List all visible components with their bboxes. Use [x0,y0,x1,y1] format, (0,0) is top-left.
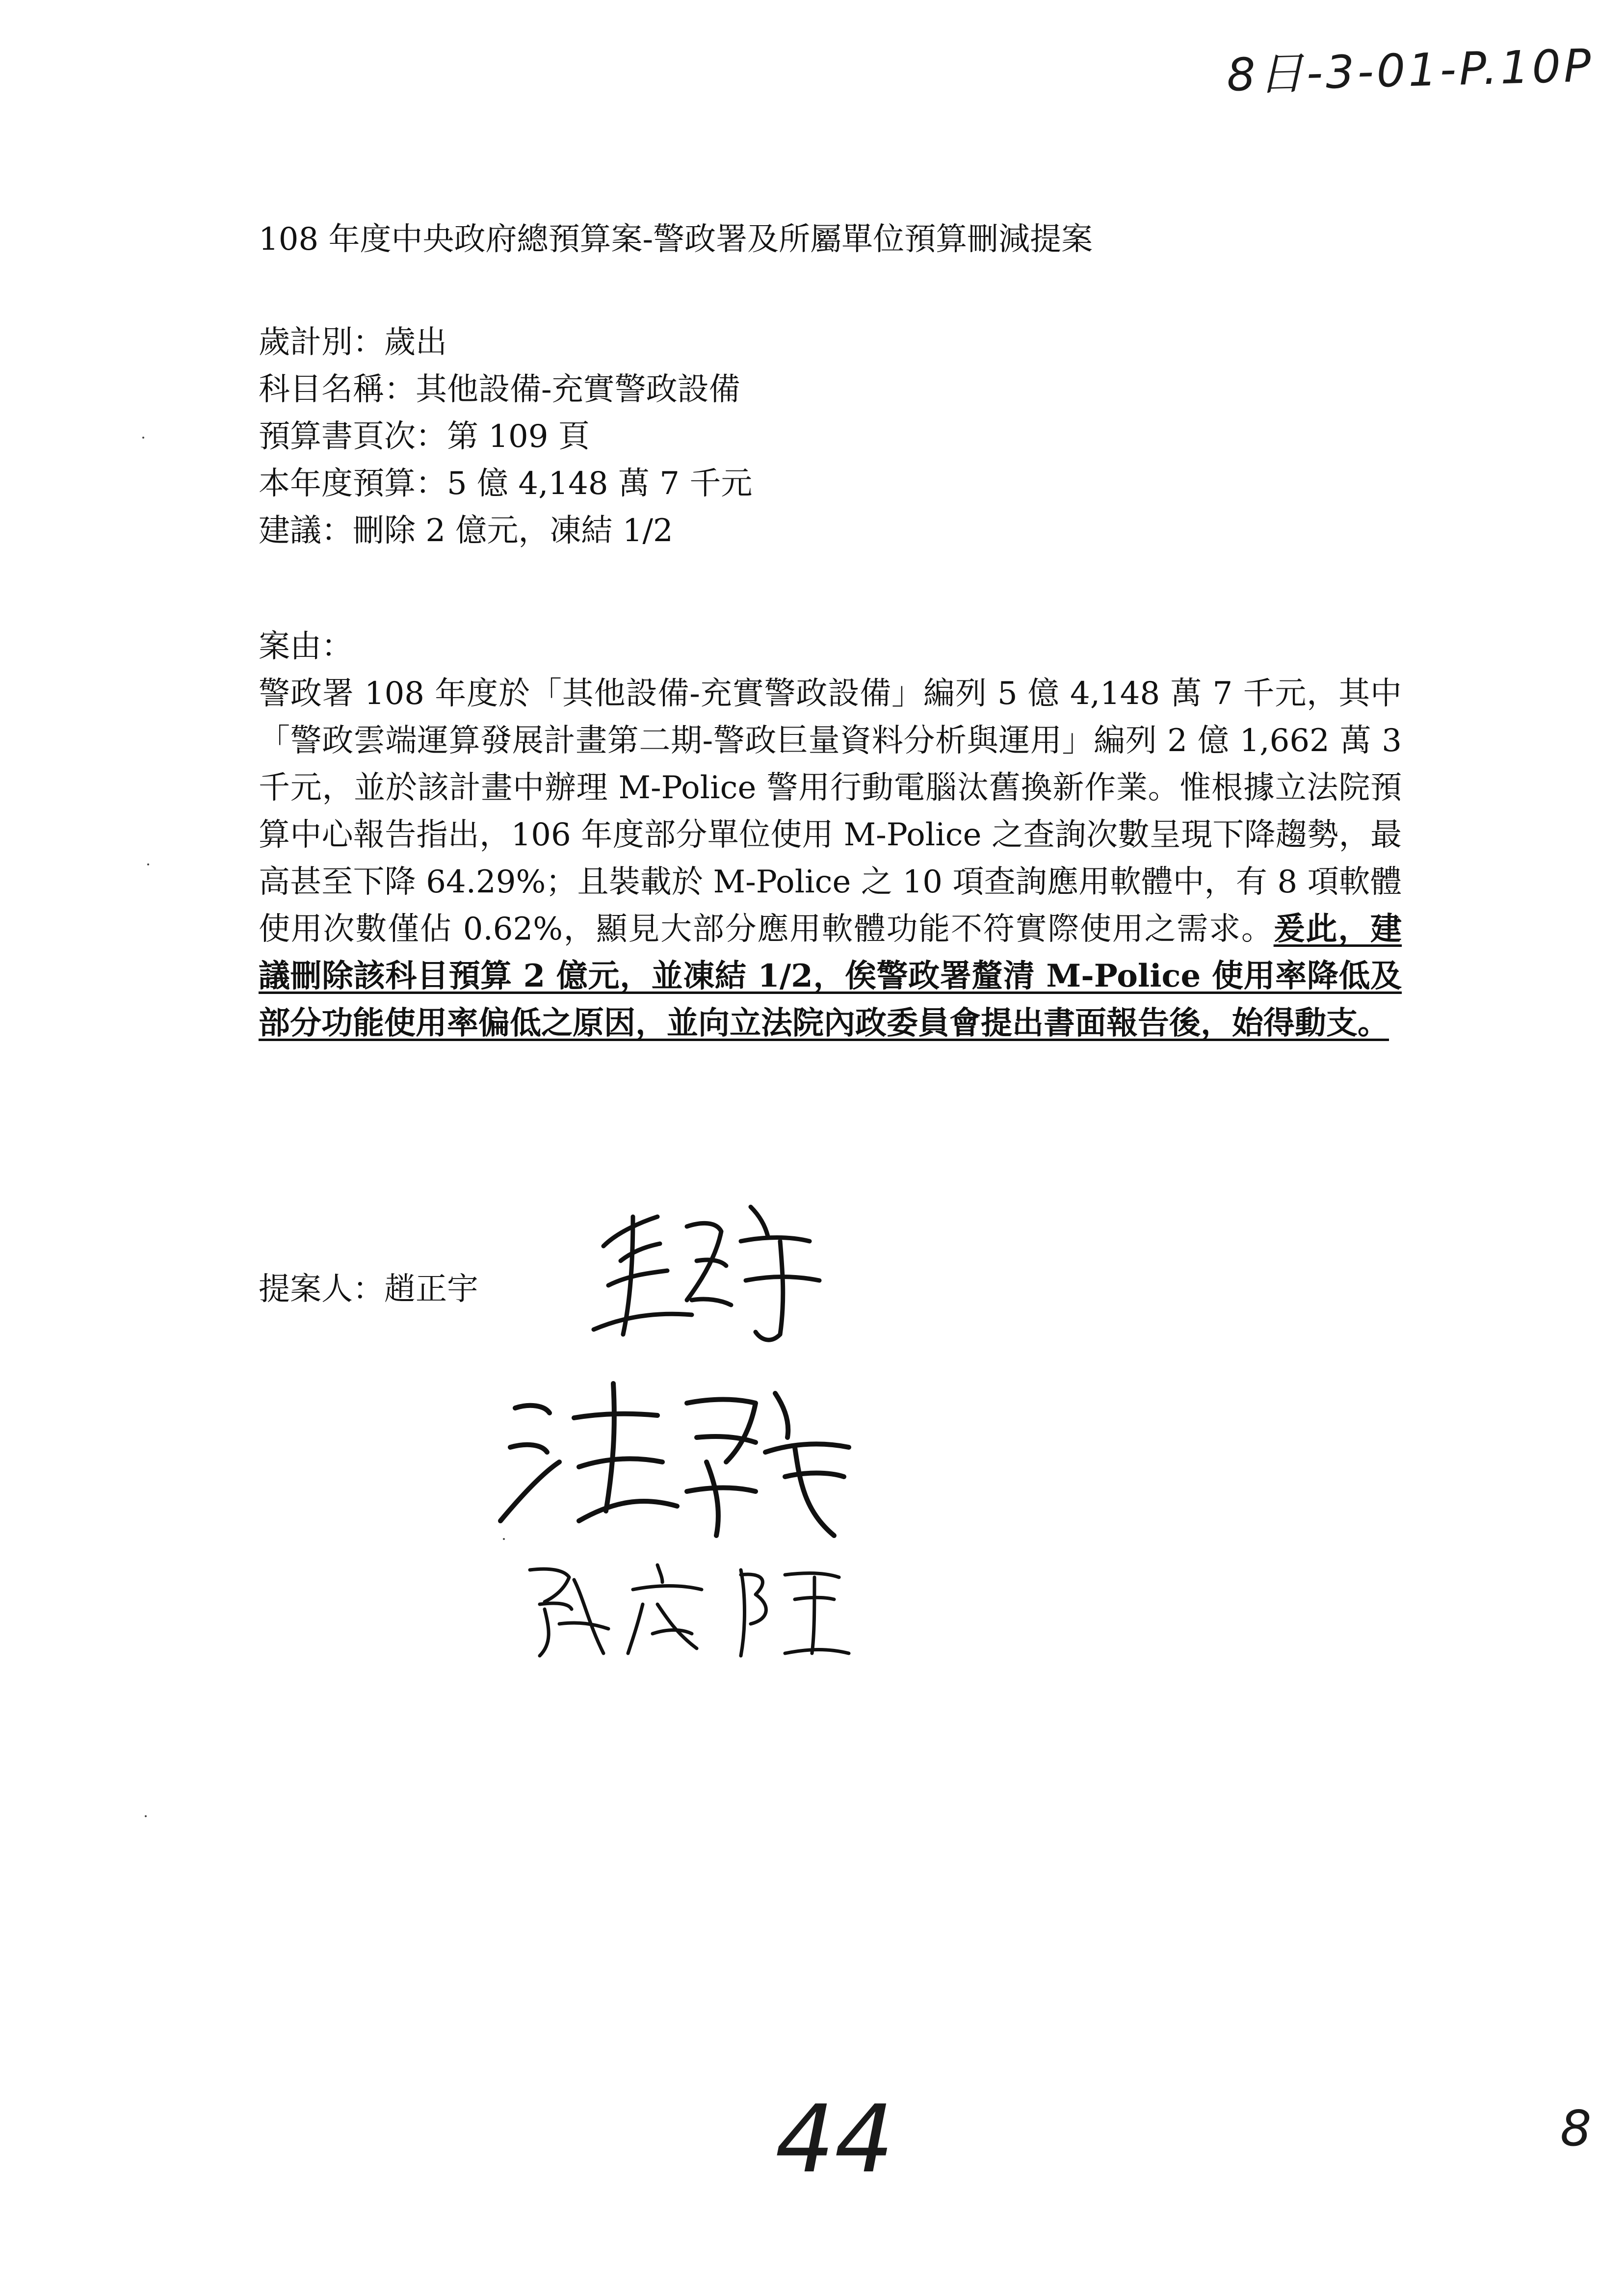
budget-fields [259,319,1402,554]
field-recommendation [259,507,1402,554]
proposer-line [259,1266,1402,1313]
field-value: 其他設備-充實警政設備 [416,371,740,408]
field-label: 建議： [259,513,353,549]
signature-third [510,1550,854,1663]
field-annual-budget [259,460,1402,507]
handwritten-corner-mark: 8 [1560,2100,1592,2157]
document-title: 108 年度中央政府總預算案-警政署及所屬單位預算刪減提案 [259,221,1093,258]
scan-speck [145,1815,147,1817]
signature-first [574,1187,829,1364]
field-value: 歲出 [384,324,447,361]
field-label: 預算書頁次： [259,418,447,455]
field-label: 科目名稱： [259,371,416,408]
proposer-label: 提案人： [259,1271,384,1307]
scan-speck [147,863,149,865]
field-fiscal-category [259,319,1402,366]
field-item-name [259,366,1402,413]
field-budget-page [259,413,1402,460]
field-label: 本年度預算： [259,466,447,502]
recommendation-text: 爰此，建議刪除該科目預算 2 億元，並凍結 1/2，俟警政署釐清 M-Police 使用率降低及部分功能使用率偏低之原因，並向立法院內政委員會提出書面報告後，始得動支。 [259,911,1402,1042]
reason-paragraph [259,670,1402,1047]
signature-second [491,1364,864,1550]
field-value: 第 109 頁 [447,418,590,455]
field-label: 歲計別： [259,324,384,361]
proposer-name: 趙正宇 [384,1271,478,1307]
reason-heading: 案由： [259,628,353,665]
scan-speck [503,1538,505,1540]
scan-speck [142,437,144,439]
reason-text: 警政署 108 年度於「其他設備-充實警政設備」編列 5 億 4,148 萬 7 千元，其中「警政雲端運算發展計畫第二期-警政巨量資料分析與運用」編列 2 億 1,662 萬 3 千元，並於該計畫中辦理 M-Police 警用行動電腦汰舊換新作業。惟根據立法院預算中心報告指出，106 年度部分單位使用 M-Police 之查詢次數呈現下降趨勢，最高甚至下降 64.29%；且裝載於 M-Police 之 10 項查詢應用軟體中，有 8 項軟體使用次數僅佔 0.62%，顯見大部分應用軟體功能不符實際使用之需求。 [259,676,1402,947]
field-value: 刪除 2 億元，凍結 1/2 [353,513,673,549]
handwritten-reference-note: 8日-3-01-P.10P [1226,39,1595,102]
handwritten-page-number: 44 [775,2085,894,2193]
reason-body [259,670,1402,1047]
field-value: 5 億 4,148 萬 7 千元 [447,466,753,502]
